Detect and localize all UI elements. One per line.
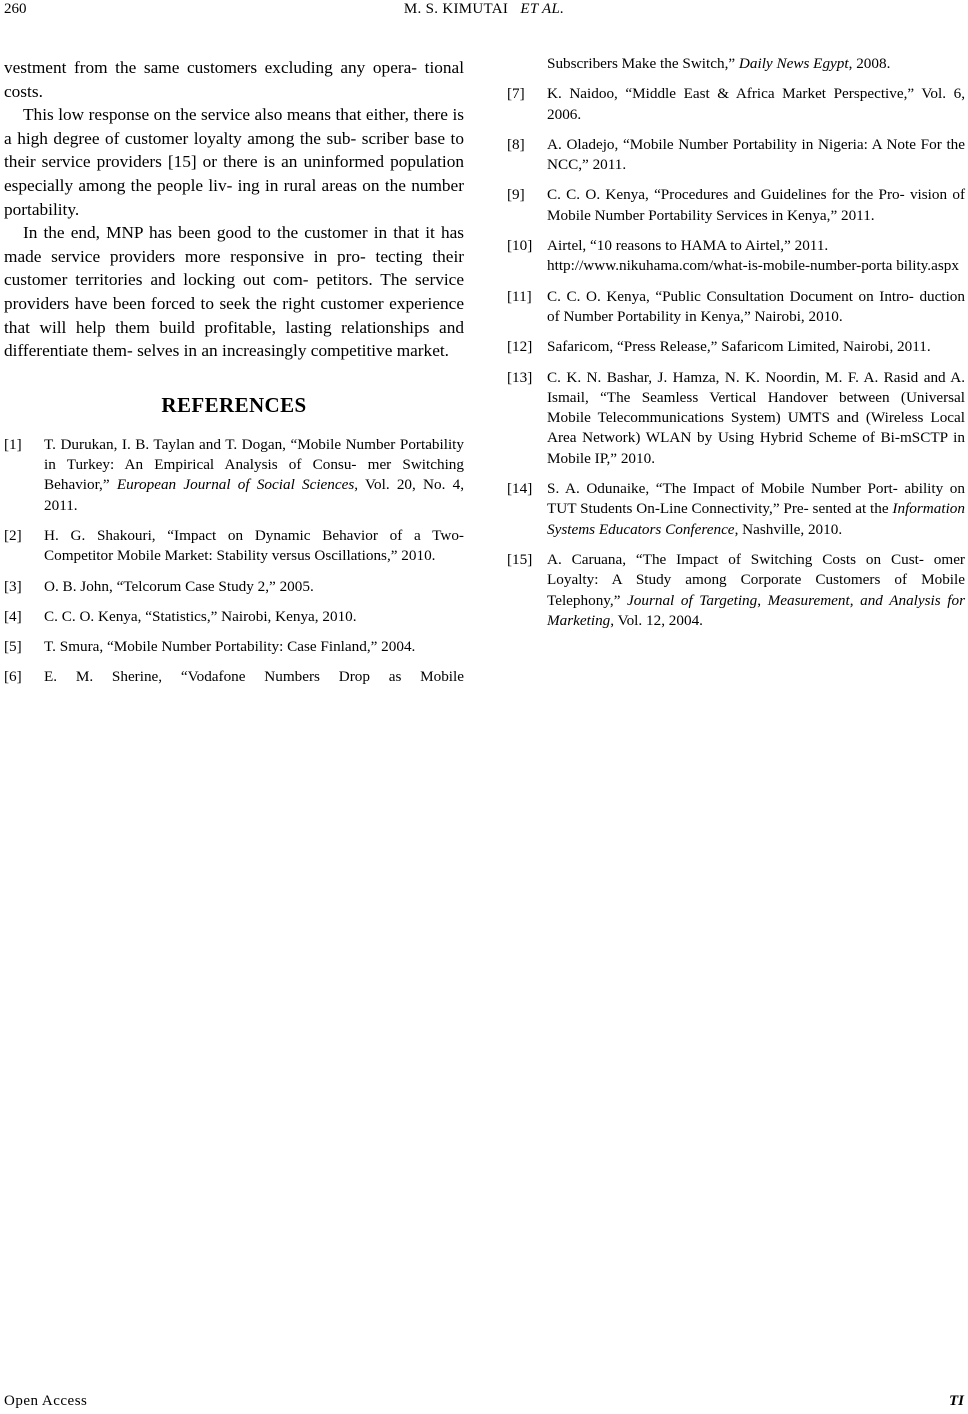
body-paragraph: In the end, MNP has been good to the customer in that it has made service providers more responsive in pro- tecting their customer territories and locking out com- petitors. The service providers have been forced to seek the right customer experience that will help them build profitable, lasting relationships and differentiate them- selves in an increasingly competitive market. [4,223,464,361]
footer-open-access: Open Access [4,1393,88,1409]
running-head [0,1,968,18]
reference-number: [5] [4,638,22,656]
reference-text: Safaricom, “Press Release,” Safaricom Limited, Nairobi, 2011. [547,338,931,356]
reference-text: , Vol. 12, 2004. [610,611,703,629]
reference-number: [12] [507,338,533,356]
reference-number: [11] [507,287,532,305]
reference-item [507,236,965,277]
reference-item [507,337,965,357]
reference-number: [6] [4,668,22,686]
left-column [4,56,464,698]
reference-journal: Measurement, and Analysis for Marketing [547,591,965,629]
reference-item [507,185,965,226]
reference-number: [15] [507,550,533,568]
reference-text: C. C. O. Kenya, “Procedures and Guidelines for the Pro- vision of Mobile Number Portability Services in Kenya,” 2011. [547,186,965,224]
reference-text: E. M. Sherine, “Vodafone Numbers Drop as Mobile [44,668,464,686]
reference-number: [3] [4,577,22,595]
reference-conference: Information Systems Educators Conference [547,500,965,538]
reference-item [507,287,965,328]
reference-number: [10] [507,237,533,255]
reference-number: [8] [507,135,525,153]
reference-continuation [547,54,965,74]
reference-text: K. Naidoo, “Middle East & Africa Market Perspective,” Vol. 6, 2006. [547,85,965,123]
reference-text: , Vol. 20, No. 4, 2011. [44,476,464,514]
reference-text: O. B. John, “Telcorum Case Study 2,” 2005. [44,577,314,595]
reference-item [507,550,965,631]
reference-number: [7] [507,85,525,103]
footer-journal-abbrev: TI [949,1393,964,1409]
reference-number: [1] [4,435,22,453]
reference-journal: Daily News Egypt [738,55,849,72]
reference-item [507,135,965,176]
running-head-etal: ET AL. [520,1,565,17]
reference-item [507,368,965,469]
reference-item [4,526,464,567]
body-paragraph: vestment from the same customers excluding any opera- tional costs. [4,58,464,101]
references-heading: REFERENCES [161,392,307,417]
reference-text: A. Oladejo, “Mobile Number Portability in Nigeria: A Note For the NCC,” 2011. [547,135,965,174]
reference-text: Subscribers Make the Switch,” [547,55,739,72]
reference-item [507,84,965,125]
reference-text: Airtel, “10 reasons to HAMA to Airtel,” 2011. [547,237,829,255]
reference-journal: European Journal of Social Sciences [116,476,355,494]
reference-text: , 2008. [848,55,891,72]
reference-number: [4] [4,607,22,625]
reference-text: , [757,591,768,609]
page-number: 260 [4,1,27,17]
reference-item [4,637,464,657]
reference-number: [13] [507,368,533,386]
reference-text: C. K. N. Bashar, J. Hamza, N. K. Noordin, M. F. A. Rasid and A. Ismail, “The Seamless Vertical Handover between (Universal Mobile Telecommunications System) UMTS and (Wireless Local Area Network) WLAN by Using Hybrid Scheme of Bi-mSCTP in Mobile IP,” 2010. [547,368,965,467]
reference-journal: Journal of Targeting [627,591,758,609]
body-paragraph: This low response on the service also means that either, there is a high degree of customer loyalty among the sub- scriber base to their service providers [15] or there is an uninformed population especially among the people liv- ing in rural areas on the number portability. [4,105,464,219]
reference-url[interactable]: http://www.nikuhama.com/what-is-mobile-number-porta bility.aspx [547,257,959,275]
reference-text: T. Durukan, I. B. Taylan and T. Dogan, “Mobile Number Portability in Turkey: An Empirical Analysis of Consu- mer Switching Behavior,” [44,435,464,494]
reference-text: A. Caruana, “The Impact of Switching Costs on Cust- omer Loyalty: A Study among Corporate Customers of Mobile Telephony,” [547,550,965,609]
reference-item [507,479,965,540]
reference-item [4,607,464,627]
reference-number: [2] [4,526,22,544]
running-head-authors: M. S. KIMUTAI [403,1,509,17]
reference-text: C. C. O. Kenya, “Public Consultation Document on Intro- duction of Number Portability in Kenya,” Nairobi, 2010. [547,287,965,325]
reference-number: [9] [507,186,525,204]
reference-number: [14] [507,480,533,498]
reference-text: S. A. Odunaike, “The Impact of Mobile Number Port- ability on TUT Students On-Line Connectivity,” Pre- sented at the [547,480,965,518]
reference-text: C. C. O. Kenya, “Statistics,” Nairobi, Kenya, 2010. [44,607,357,625]
right-column [507,54,965,641]
reference-item [4,577,464,597]
reference-item [4,667,464,687]
reference-text: H. G. Shakouri, “Impact on Dynamic Behavior of a Two- Competitor Mobile Market: Stability versus Oscillations,” 2010. [44,526,464,565]
reference-item [4,435,464,516]
reference-text: , Nashville, 2010. [734,520,843,538]
reference-text: T. Smura, “Mobile Number Portability: Case Finland,” 2004. [44,638,416,656]
